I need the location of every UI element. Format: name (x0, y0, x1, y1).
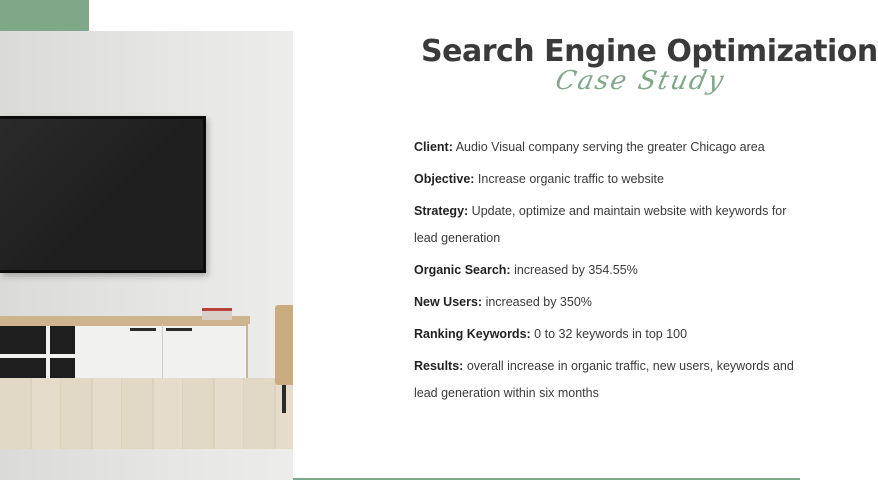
detail-label: New Users: (414, 295, 483, 309)
detail-text: Increase organic traffic to website (477, 172, 664, 186)
detail-text: Audio Visual company serving the greater Chicago area (455, 140, 765, 154)
detail-strategy (414, 198, 800, 252)
chair-leg (282, 385, 286, 413)
detail-text: 0 to 32 keywords in top 100 (534, 327, 688, 341)
detail-text: increased by 350% (485, 295, 592, 309)
case-study-details (414, 134, 800, 412)
detail-ranking-keywords (414, 321, 800, 348)
detail-client (414, 134, 800, 161)
cabinet-handle (166, 328, 192, 331)
page-subtitle: Case Study (552, 66, 728, 96)
page-title: Search Engine Optimization (421, 34, 878, 69)
detail-label: Results: (414, 359, 464, 373)
cabinet-handle (130, 328, 156, 331)
tv-screen (0, 116, 206, 273)
detail-label: Client: (414, 140, 453, 154)
cabinet-shelf (50, 326, 75, 354)
cabinet-shelf (0, 326, 46, 354)
detail-label: Objective: (414, 172, 475, 186)
detail-results (414, 353, 800, 407)
detail-text: overall increase in organic traffic, new users, keywords and lead generation within six months (414, 359, 794, 400)
detail-label: Strategy: (414, 204, 469, 218)
chair (275, 305, 293, 385)
detail-organic-search (414, 257, 800, 284)
wood-floor (0, 378, 293, 449)
detail-label: Ranking Keywords: (414, 327, 531, 341)
detail-label: Organic Search: (414, 263, 511, 277)
detail-objective (414, 166, 800, 193)
detail-text: Update, optimize and maintain website with keywords for lead generation (414, 204, 787, 245)
detail-new-users (414, 289, 800, 316)
books (202, 308, 232, 320)
cabinet-door-split (162, 324, 163, 384)
detail-text: increased by 354.55% (514, 263, 638, 277)
